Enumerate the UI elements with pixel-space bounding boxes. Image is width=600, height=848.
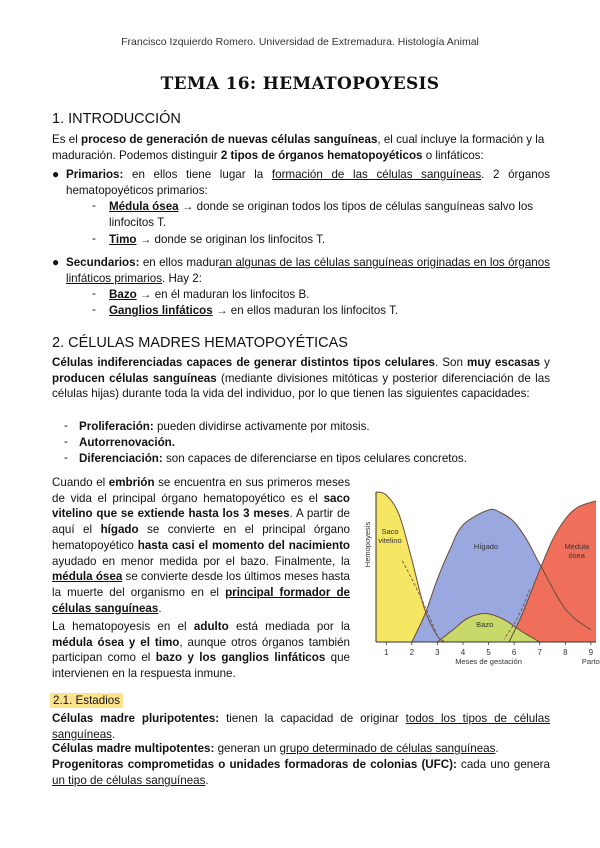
x-axis-label: Meses de gestación bbox=[455, 657, 522, 666]
autorrenovacion-item: Autorrenovación. bbox=[79, 436, 175, 449]
x-tick-label-6: 6 bbox=[511, 648, 517, 657]
progenitoras-paragraph: Progenitoras comprometidas o unidades formadoras de colonias (UFC): cada uno genera un tipo de células sanguíneas. bbox=[52, 758, 550, 787]
x-tick-label-7: 7 bbox=[537, 648, 542, 657]
primarios-item: Primarios: en ellos tiene lugar la formación de las células sanguíneas. 2 órganos hematopoyéticos primarios: bbox=[66, 168, 550, 197]
y-axis-label: Hemopoyesis bbox=[363, 521, 372, 568]
ganglios-item: Ganglios linfáticos → en ellos maduran los linfocitos T. bbox=[109, 304, 399, 317]
section-heading-estadios: 2.1. Estadios bbox=[50, 693, 548, 709]
series-label-2-1: ósea bbox=[568, 551, 585, 560]
celulas-madres-paragraph: Células indiferenciadas capaces de generar distintos tipos celulares. Son muy escasas y producen células sanguíneas (mediante divisiones mitóticas y posterior diferenciación de las células hijas) durante toda la vida del individuo, por lo que tienen las siguientes capacidades: bbox=[52, 356, 550, 401]
series-label-0-0: Saco bbox=[381, 527, 399, 536]
list-dash: - bbox=[64, 435, 68, 448]
page-header: Francisco Izquierdo Romero. Universidad de Extremadura. Histología Animal bbox=[121, 36, 479, 48]
adulto-paragraph: La hematopoyesis en el adulto está mediada por la médula ósea y el timo, aunque otros órganos también participan como el bazo y los ganglios linfáticos que intervienen en la respuesta inmune. bbox=[52, 620, 350, 681]
pluripotentes-paragraph: Células madre pluripotentes: tienen la capacidad de originar todos los tipos de células sanguíneas. bbox=[52, 712, 550, 741]
series-label-2-0: Médula bbox=[564, 542, 590, 551]
x-tick-label-3: 3 bbox=[435, 648, 440, 657]
page-title: TEMA 16: HEMATOPOYESIS bbox=[160, 74, 440, 94]
list-dash: - bbox=[64, 451, 68, 464]
x-tick-label-5: 5 bbox=[486, 648, 491, 657]
section-heading-celulas-madres: 2. CÉLULAS MADRES HEMATOPOYÉTICAS bbox=[52, 335, 348, 351]
list-dash: - bbox=[92, 287, 96, 300]
x-tick-label-1: 1 bbox=[384, 648, 389, 657]
x-tick-label-4: 4 bbox=[460, 648, 466, 657]
list-dash: - bbox=[92, 199, 96, 212]
x-end-label: Parto bbox=[581, 657, 600, 666]
series-label-3-0: Bazo bbox=[476, 620, 494, 629]
proliferacion-item: Proliferación: pueden dividirse activamente por mitosis. bbox=[79, 420, 370, 433]
hematopoyesis-chart bbox=[362, 488, 600, 670]
x-tick-label-9: 9 bbox=[588, 648, 594, 657]
section-heading-introduccion: 1. INTRODUCCIÓN bbox=[52, 111, 181, 127]
x-tick-label-8: 8 bbox=[563, 648, 568, 657]
list-dash: - bbox=[64, 419, 68, 432]
medula-item: Médula ósea → donde se originan todos los tipos de células sanguíneas salvo los linfocitos T. bbox=[109, 200, 534, 229]
multipotentes-paragraph: Células madre multipotentes: generan un grupo determinado de células sanguíneas. bbox=[52, 742, 499, 755]
series-label-0-1: vitelino bbox=[378, 536, 402, 545]
embrion-paragraph: Cuando el embrión se encuentra en sus primeros meses de vida el principal órgano hematopoyético es el saco vitelino que se extiende hasta los 3 meses. A partir de aquí el hígado se convierte en el principal órgano hematopoyético hasta casi el momento del nacimiento ayudado en menor medida por el bazo. Finalmente, la médula ósea se convierte desde los últimos meses hasta la muerte del organismo en el principal formador de células sanguíneas. bbox=[52, 476, 351, 615]
intro-paragraph: Es el proceso de generación de nuevas células sanguíneas, el cual incluye la formación y la maduración. Podemos distinguir 2 tipos de órganos hematopoyéticos o linfáticos: bbox=[52, 133, 545, 162]
list-dash: - bbox=[92, 303, 96, 316]
secundarios-item: Secundarios: en ellos maduran algunas de las células sanguíneas originadas en los órganos linfáticos primarios. Hay 2: bbox=[66, 256, 550, 285]
list-dash: - bbox=[92, 232, 96, 245]
series-label-1-0: Hígado bbox=[473, 542, 499, 551]
x-tick-label-2: 2 bbox=[409, 648, 415, 657]
bazo-item: Bazo → en él maduran los linfocitos B. bbox=[109, 288, 310, 301]
timo-item: Timo → donde se originan los linfocitos T. bbox=[109, 233, 326, 246]
bullet-dot: ● bbox=[52, 255, 60, 269]
bullet-dot: ● bbox=[52, 167, 60, 181]
diferenciacion-item: Diferenciación: son capaces de diferenciarse en tipos celulares concretos. bbox=[79, 452, 467, 465]
